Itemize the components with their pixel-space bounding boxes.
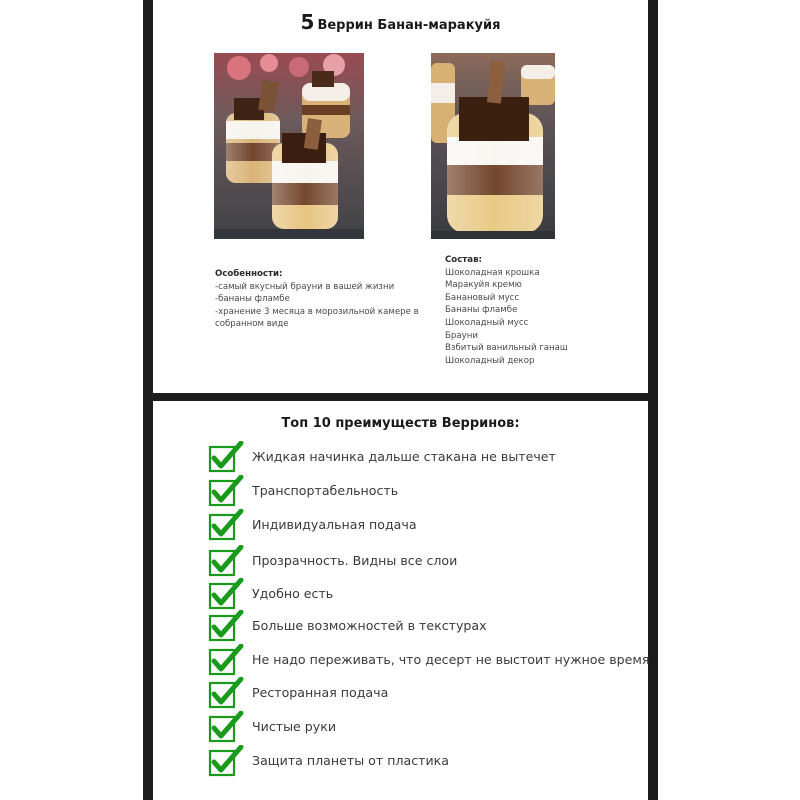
green-checkbox-icon xyxy=(208,578,244,610)
benefit-text: Ресторанная подача xyxy=(252,685,389,700)
list-item xyxy=(208,610,638,642)
dessert-photo-closeup xyxy=(431,53,555,239)
green-checkbox-icon xyxy=(208,644,244,676)
feature-item: -самый вкусный брауни в вашей жизни xyxy=(215,281,395,292)
feature-item: -хранение 3 месяца в морозильной камере в собранном виде xyxy=(215,306,419,330)
green-checkbox-icon xyxy=(208,711,244,743)
features-heading: Особенности: xyxy=(215,269,283,279)
ingredient-item: Шоколадная крошка xyxy=(445,267,540,278)
green-checkbox-icon xyxy=(208,545,244,577)
green-checkbox-icon xyxy=(208,677,244,709)
list-item xyxy=(208,509,638,541)
benefit-text: Чистые руки xyxy=(252,719,337,734)
benefit-text: Жидкая начинка дальше стакана не вытечет xyxy=(252,449,556,464)
ingredient-item: Бананы фламбе xyxy=(445,305,518,316)
recipe-title xyxy=(153,10,648,34)
green-checkbox-icon xyxy=(208,745,244,777)
benefit-text: Удобно есть xyxy=(252,586,334,601)
ingredient-item: Взбитый ванильный ганаш xyxy=(445,343,568,354)
feature-item: -бананы фламбе xyxy=(215,294,290,305)
benefit-text: Больше возможностей в текстурах xyxy=(252,618,487,633)
recipe-name: Веррин Банан-маракуйя xyxy=(317,18,501,33)
list-item xyxy=(208,711,638,743)
green-checkbox-icon xyxy=(208,475,244,507)
benefit-text: Прозрачность. Видны все слои xyxy=(252,553,458,568)
ingredient-item: Банановый мусс xyxy=(445,292,520,303)
composition-block xyxy=(445,254,595,367)
green-checkbox-icon xyxy=(208,610,244,642)
list-item xyxy=(208,745,638,777)
list-item xyxy=(208,441,638,473)
composition-heading: Состав: xyxy=(445,255,482,265)
benefit-text: Индивидуальная подача xyxy=(252,517,417,532)
ingredient-item: Маракуйя кремю xyxy=(445,280,522,291)
benefit-text: Транспортабельность xyxy=(252,483,399,498)
ingredient-item: Шоколадный мусс xyxy=(445,317,529,328)
benefits-title: Топ 10 преимуществ Верринов: xyxy=(281,416,520,431)
benefit-text: Защита планеты от пластика xyxy=(252,753,449,768)
recipe-number: 5 xyxy=(300,10,315,34)
recipe-card xyxy=(153,0,648,393)
ingredient-item: Брауни xyxy=(445,330,478,341)
benefits-card xyxy=(153,401,648,800)
green-checkbox-icon xyxy=(208,509,244,541)
list-item xyxy=(208,545,638,577)
dessert-photo-group xyxy=(214,53,364,239)
benefit-text: Не надо переживать, что десерт не выстоит нужное время xyxy=(252,652,650,667)
ingredient-item: Шоколадный декор xyxy=(445,355,535,366)
list-item xyxy=(208,644,650,676)
list-item xyxy=(208,475,638,507)
list-item xyxy=(208,578,638,610)
list-item xyxy=(208,677,638,709)
features-block xyxy=(215,268,435,331)
green-checkbox-icon xyxy=(208,441,244,473)
